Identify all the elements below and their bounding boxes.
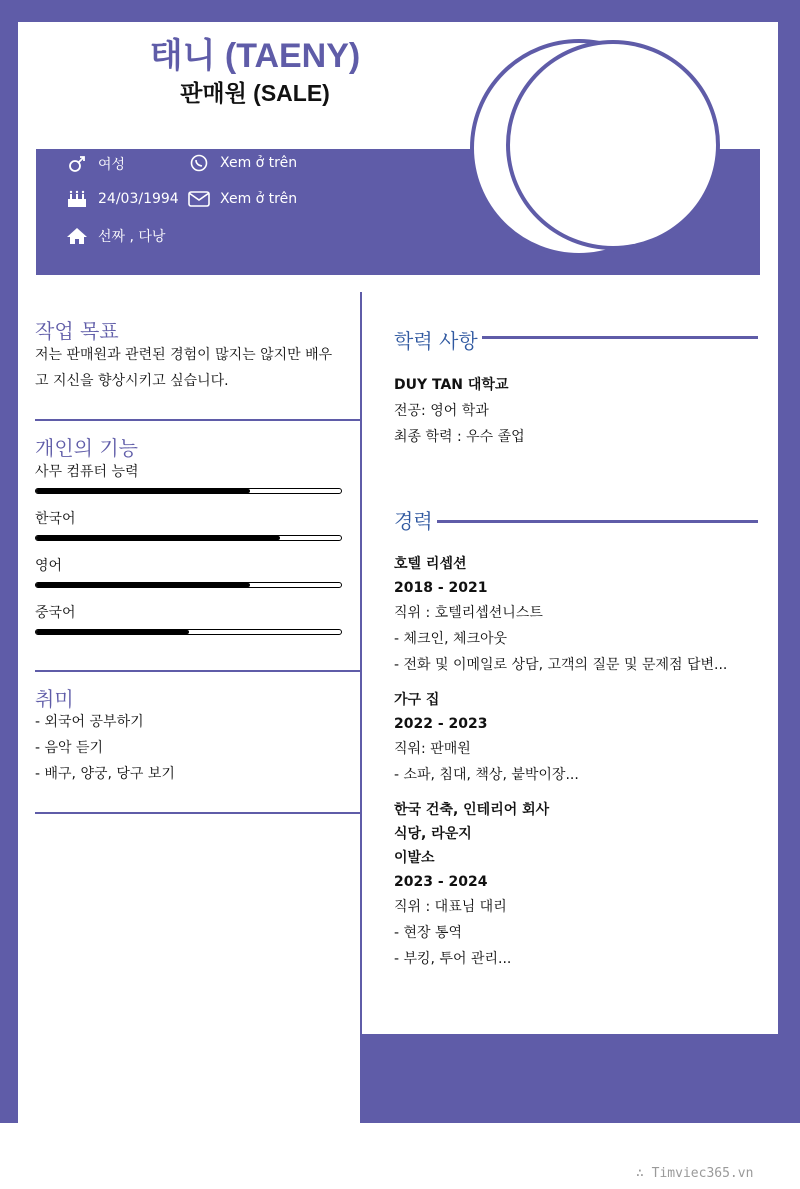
education-title: 학력 사항 bbox=[394, 325, 482, 354]
job-position: 직워: 판매원 bbox=[394, 741, 471, 757]
job-period: 2018 - 2021 bbox=[394, 580, 488, 596]
skill-name: 중국어 bbox=[35, 605, 76, 621]
section-divider bbox=[35, 419, 361, 421]
education-rule bbox=[440, 336, 758, 339]
skill-bar-fill bbox=[36, 630, 189, 634]
contact-gender bbox=[66, 154, 125, 174]
envelope-icon bbox=[188, 190, 210, 208]
school-name: DUY TAN 대학교 bbox=[394, 377, 509, 393]
skill-bar-fill bbox=[36, 583, 250, 587]
phone-text: Xem ở trên bbox=[220, 155, 298, 171]
skill-bar bbox=[35, 488, 342, 494]
hobbies-title: 취미 bbox=[35, 687, 74, 711]
education-grade: 최종 학력 : 우수 졸업 bbox=[394, 429, 525, 445]
job-company: 이발소 bbox=[394, 850, 435, 866]
objective-line: 저는 판매원과 관련된 경험이 많지는 않지만 배우 bbox=[35, 347, 333, 363]
job-entry bbox=[394, 552, 727, 678]
section-divider bbox=[35, 670, 361, 672]
job-position: 직위 : 호텔리셉션니스트 bbox=[394, 605, 543, 621]
contact-email bbox=[188, 190, 297, 208]
column-divider bbox=[360, 292, 362, 1123]
home-icon bbox=[66, 227, 88, 245]
job-duty: - 부킹, 투어 관리... bbox=[394, 951, 512, 967]
education-block bbox=[394, 372, 525, 450]
objective-line: 고 지신을 향상시키고 싶습니다. bbox=[35, 373, 229, 389]
skill-bar-fill bbox=[36, 536, 280, 540]
objective-title: 작업 목표 bbox=[35, 319, 119, 343]
skill-bar bbox=[35, 629, 342, 635]
profile-photo-placeholder bbox=[506, 40, 720, 250]
experience-rule bbox=[420, 520, 758, 523]
candidate-name: 태니 (TAENY) bbox=[149, 37, 361, 75]
skill-bar-fill bbox=[36, 489, 250, 493]
job-period: 2022 - 2023 bbox=[394, 716, 488, 732]
gender-icon bbox=[66, 155, 88, 173]
skills-title: 개인의 기능 bbox=[35, 436, 138, 460]
whatsapp-icon bbox=[188, 154, 210, 172]
bottom-accent-block bbox=[362, 1034, 778, 1123]
education-major: 전공: 영어 학과 bbox=[394, 403, 489, 419]
job-company: 한국 건축, 인테리어 회사 bbox=[394, 802, 550, 818]
candidate-role: 판매원 (SALE) bbox=[180, 80, 330, 106]
experience-title: 경력 bbox=[394, 505, 437, 534]
skill-name: 한국어 bbox=[35, 511, 76, 527]
job-entry bbox=[394, 688, 579, 788]
job-duty: - 체크인, 체크아웃 bbox=[394, 631, 508, 647]
gender-text: 여성 bbox=[98, 157, 126, 173]
skill-name: 사무 컴퓨터 능력 bbox=[35, 464, 139, 480]
skill-bar bbox=[35, 582, 342, 588]
objective-text bbox=[35, 342, 332, 394]
job-duty: - 현장 통역 bbox=[394, 925, 463, 941]
watermark: ∴ Timviec365.vn bbox=[636, 1166, 754, 1181]
section-divider bbox=[35, 812, 361, 814]
birthdate-text: 24/03/1994 bbox=[98, 191, 179, 207]
job-position: 직위 : 대표님 대리 bbox=[394, 899, 507, 915]
contact-address bbox=[66, 226, 165, 246]
address-text: 선짜 , 다낭 bbox=[98, 229, 166, 245]
skill-bar bbox=[35, 535, 342, 541]
cake-icon bbox=[66, 190, 88, 208]
hobby-item: - 외국어 공부하기 bbox=[35, 714, 144, 730]
job-company: 가구 집 bbox=[394, 692, 440, 708]
job-company: 식당, 라운지 bbox=[394, 826, 472, 842]
contact-phone bbox=[188, 154, 297, 172]
email-text: Xem ở trên bbox=[220, 191, 298, 207]
job-period: 2023 - 2024 bbox=[394, 874, 488, 890]
hobbies-list bbox=[35, 709, 175, 787]
job-entry bbox=[394, 798, 549, 972]
hobby-item: - 배구, 양궁, 당구 보기 bbox=[35, 766, 175, 782]
job-duty: - 전화 및 이메일로 상담, 고객의 질문 및 문제점 답변... bbox=[394, 657, 728, 673]
contact-birthdate bbox=[66, 190, 179, 208]
skill-name: 영어 bbox=[35, 558, 63, 574]
job-duty: - 소파, 침대, 책상, 붙박이장... bbox=[394, 767, 579, 783]
hobby-item: - 음악 듣기 bbox=[35, 740, 104, 756]
job-company: 호텔 리셉션 bbox=[394, 556, 467, 572]
